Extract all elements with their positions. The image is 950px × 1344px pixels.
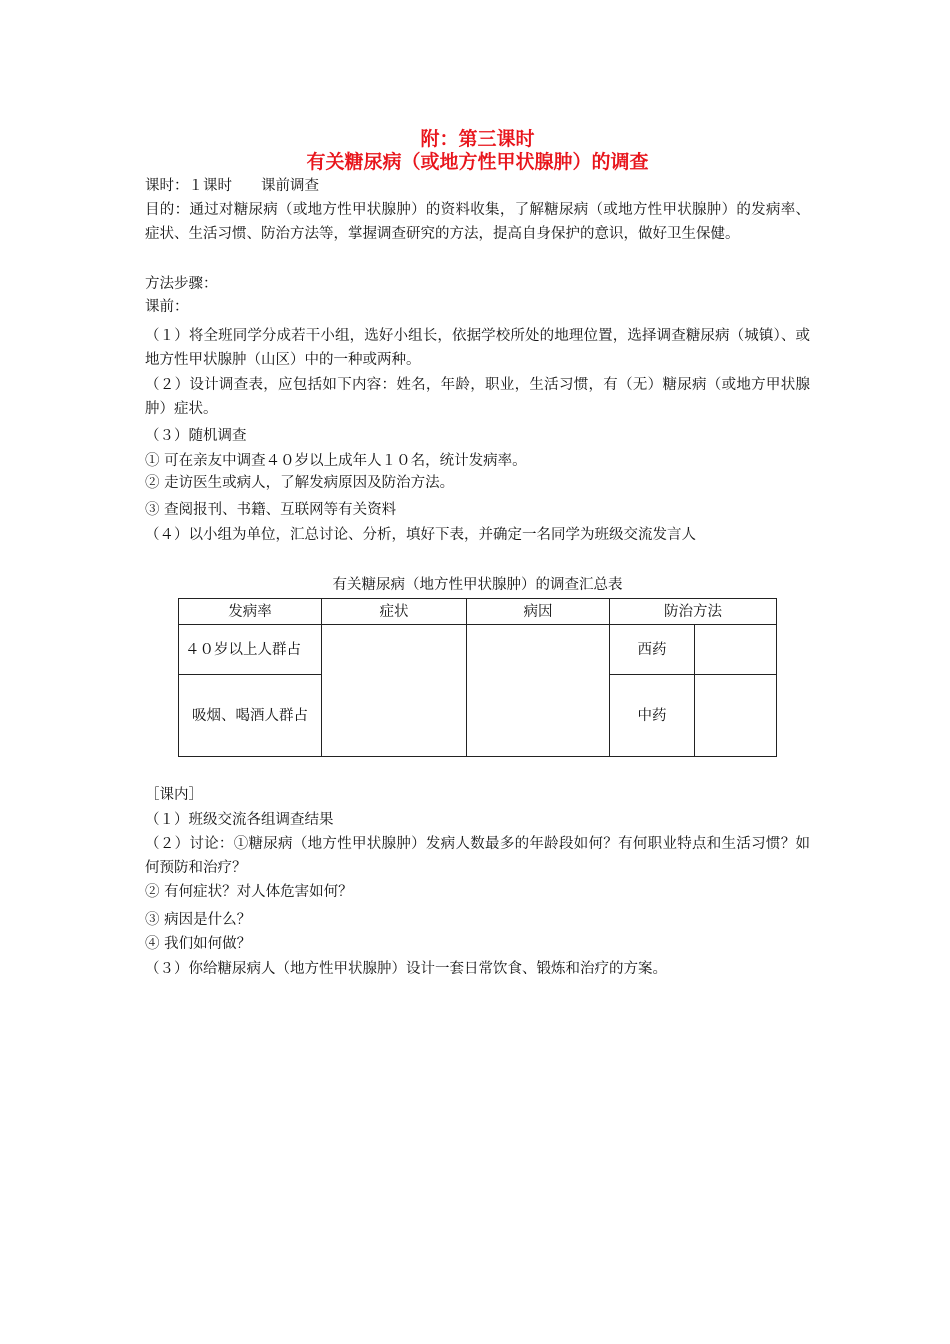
table-caption: 有关糖尿病（地方性甲状腺肿）的调查汇总表 xyxy=(332,577,623,593)
before-step-2: （２）设计调查表，应包括如下内容：姓名，年龄，职业，生活习惯，有（无）糖尿病（或地方甲状腺肿）症状。 xyxy=(145,377,810,417)
class-hours-line: 课时：１课时 课前调查 xyxy=(145,178,319,194)
summary-table xyxy=(178,598,777,757)
before-step-3: （３）随机调查 xyxy=(145,428,247,444)
header-symptoms: 症状 xyxy=(322,599,467,625)
before-sub-1: ① 可在亲友中调查４０岁以上成年人１０名，统计发病率。 xyxy=(145,453,527,469)
before-sub-2: ② 走访医生或病人，了解发病原因及防治方法。 xyxy=(145,475,455,491)
purpose-paragraph: 目的：通过对糖尿病（或地方性甲状腺肿）的资料收集，了解糖尿病（或地方性甲状腺肿）的发病率、症状、生活习惯、防治方法等，掌握调查研究的方法，提高自身保护的意识，做好卫生保健。 xyxy=(145,202,810,242)
table-row xyxy=(179,625,777,675)
symptoms-cell xyxy=(322,625,467,757)
in-step-2: （２）讨论：①糖尿病（地方性甲状腺肿）发病人数最多的年龄段如何？有何职业特点和生活习惯？如何预防和治疗？ xyxy=(145,836,810,876)
western-medicine-cell: 西药 xyxy=(610,625,695,675)
before-sub-3: ③ 查阅报刊、书籍、互联网等有关资料 xyxy=(145,502,397,518)
rate-over-40-cell: ４０岁以上人群占 xyxy=(179,625,322,675)
western-medicine-value-cell xyxy=(695,625,777,675)
in-question-4: ④ 我们如何做？ xyxy=(145,936,252,952)
chinese-medicine-cell: 中药 xyxy=(610,675,695,757)
header-cause: 病因 xyxy=(467,599,610,625)
header-treatment: 防治方法 xyxy=(610,599,777,625)
before-step-4: （４）以小组为单位，汇总讨论、分析，填好下表，并确定一名同学为班级交流发言人 xyxy=(145,527,696,543)
in-step-3: （３）你给糖尿病人（地方性甲状腺肿）设计一套日常饮食、锻炼和治疗的方案。 xyxy=(145,961,667,977)
survey-title: 有关糖尿病（或地方性甲状腺肿）的调查 xyxy=(306,151,649,173)
before-class-heading: 课前： xyxy=(145,299,189,315)
in-question-2: ② 有何症状？对人体危害如何？ xyxy=(145,884,353,900)
header-rate: 发病率 xyxy=(179,599,322,625)
in-class-heading: ［课内］ xyxy=(145,787,203,803)
before-step-1: （１）将全班同学分成若干小组，选好小组长，依据学校所处的地理位置，选择调查糖尿病（城镇）、或地方性甲状腺肿（山区）中的一种或两种。 xyxy=(145,328,810,368)
cause-cell xyxy=(467,625,610,757)
method-heading: 方法步骤： xyxy=(145,276,218,292)
lesson-title: 附：第三课时 xyxy=(420,128,535,150)
table-header-row xyxy=(179,599,777,625)
in-question-3: ③ 病因是什么？ xyxy=(145,912,252,928)
in-step-1: （１）班级交流各组调查结果 xyxy=(145,812,334,828)
rate-smokers-drinkers-cell: 吸烟、喝酒人群占 xyxy=(179,675,322,757)
chinese-medicine-value-cell xyxy=(695,675,777,757)
